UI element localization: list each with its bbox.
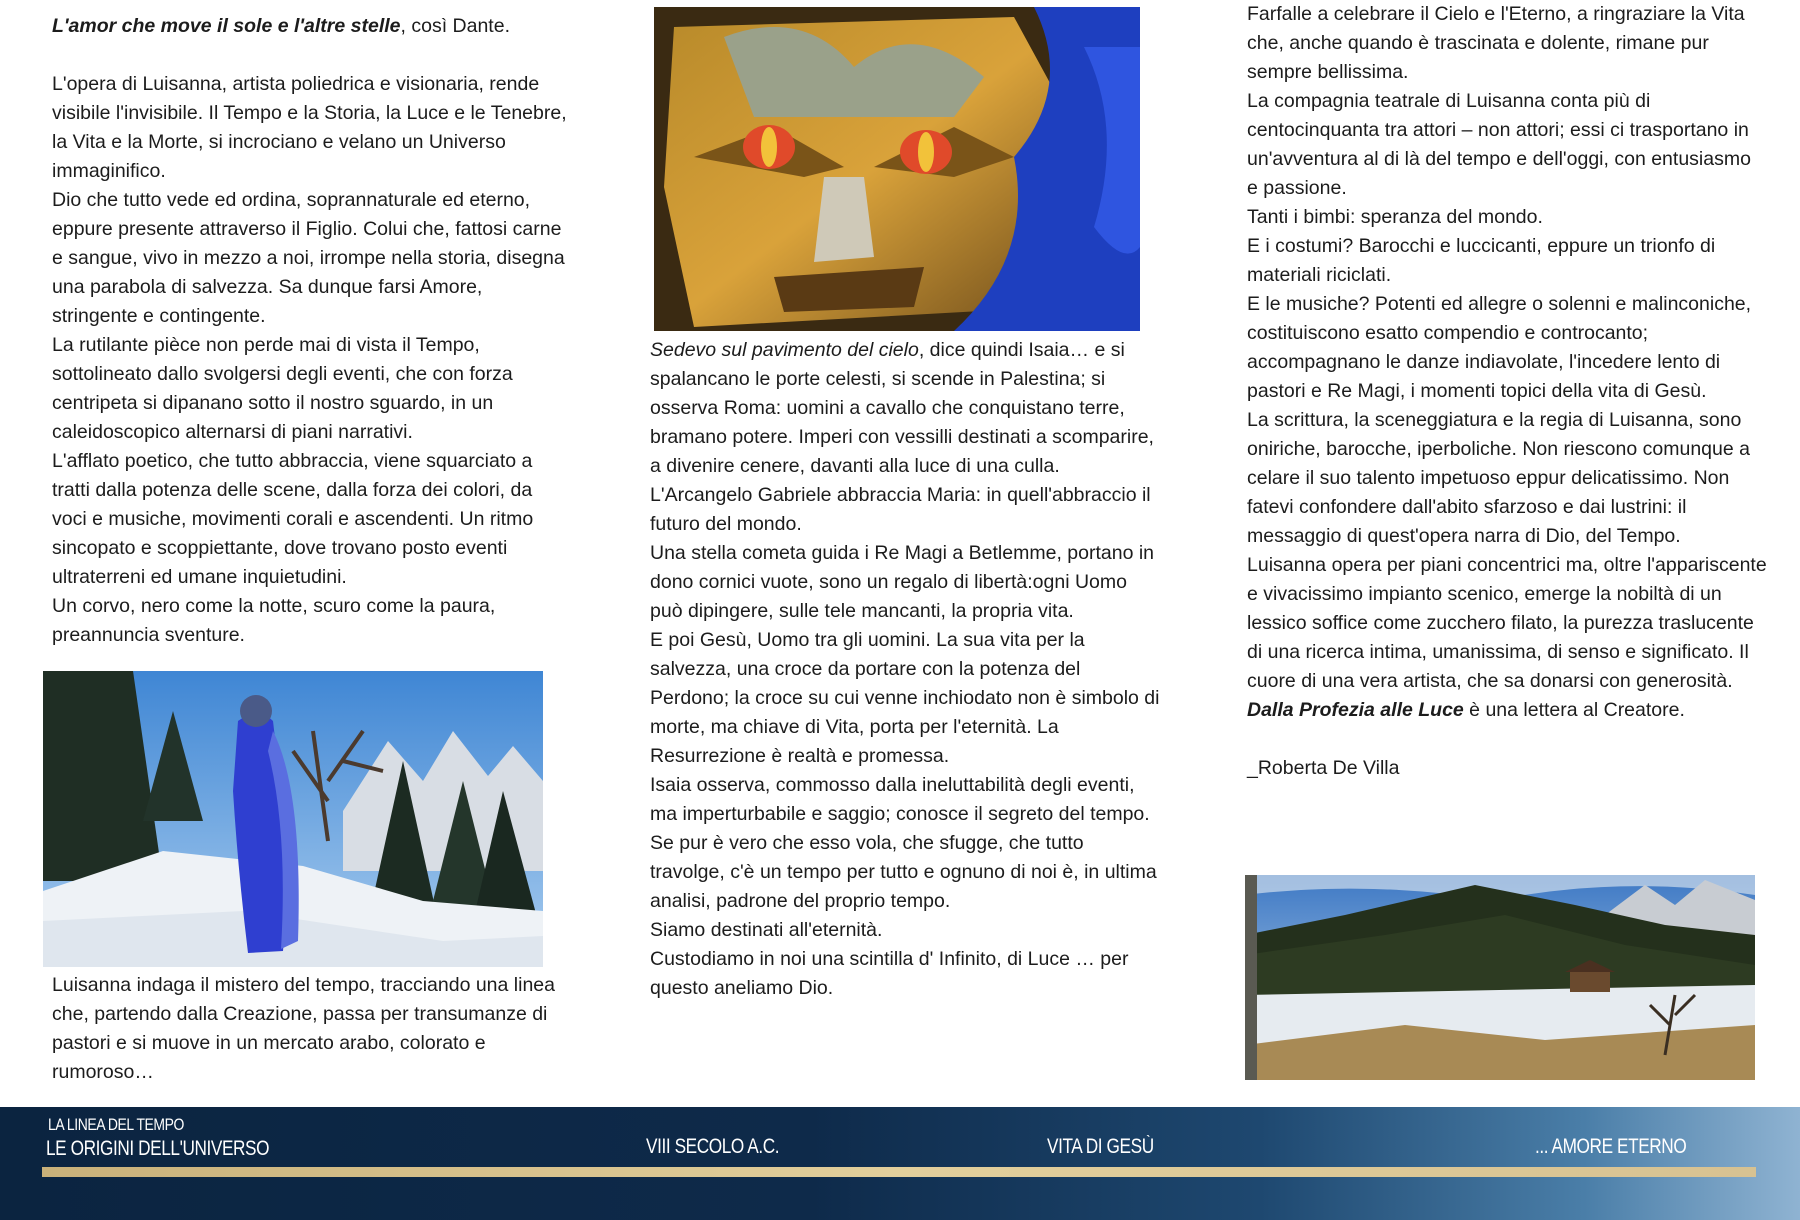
timeline-item-origins: LE ORIGINI DELL'UNIVERSO [46, 1137, 270, 1160]
paragraph: Tanti i bimbi: speranza del mondo. [1247, 206, 1543, 228]
dante-quote: L'amor che move il sole e l'altre stelle, così Dante. [52, 15, 510, 37]
paragraph: E le musiche? Potenti ed allegre o solenni e malinconiche, costituiscono esatto compendio e controcanto; accompagnano le danze indiavolate, l'incedere lento di pastori e Re Magi, i momenti topici della vita di Gesù. [1247, 293, 1752, 402]
paragraph: Un corvo, nero come la notte, scuro come la paura, preannuncia sventure. [52, 595, 496, 646]
timeline-item-life-of-jesus: VITA DI GESÙ [1047, 1135, 1154, 1158]
timeline-bar [42, 1167, 1756, 1177]
author-signature: _Roberta De Villa [1247, 757, 1400, 779]
isaia-paragraph: Sedevo sul pavimento del cielo, dice quindi Isaia… e si spalancano le porte celesti, si scende in Palestina; si osserva Roma: uomini a cavallo che conquistano terre, bramano potere. Imperi con vessilli destinati a scomparire, a divenire cenere, davanti alla luce di una culla. [650, 339, 1154, 477]
closing-paragraph: Dalla Profezia alle Luce è una lettera al Creatore. [1247, 699, 1685, 721]
paragraph: E i costumi? Barocchi e luccicanti, eppure un trionfo di materiali riciclati. [1247, 235, 1716, 286]
timeline-header: LA LINEA DEL TEMPO [48, 1115, 184, 1134]
paragraph: L'opera di Luisanna, artista poliedrica e visionaria, rende visibile l'invisibile. Il Tempo e la Storia, la Luce e le Tenebre, la Vita e la Morte, si incrociano e velano un Universo immaginifico. [52, 73, 567, 182]
timeline-item-eternal-love: ... AMORE ETERNO [1535, 1135, 1687, 1158]
timeline-footer [0, 1107, 1800, 1220]
article-column-1-continued [52, 971, 572, 1087]
paragraph: La scrittura, la sceneggiatura e la regia di Luisanna, sono oniriche, barocche, iperboliche. Non riescono comunque a celare il suo talento impetuoso eppur delicatissimo. Non fatevi confondere dall'abito sfarzoso e dai lustrini: il messaggio di quest'opera narra di Dio, del Tempo. [1247, 409, 1750, 547]
photo-golden-mask [654, 7, 1140, 331]
photo-blue-costume-snow [43, 671, 543, 967]
paragraph: Farfalle a celebrare il Cielo e l'Eterno, a ringraziare la Vita che, anche quando è trascinata e dolente, rimane pur sempre bellissima. [1247, 3, 1745, 83]
paragraph: L'afflato poetico, che tutto abbraccia, viene squarciato a tratti dalla potenza delle scene, dalla forza dei colori, da voci e musiche, movimenti corali e ascendenti. Un ritmo sincopato e scoppiettante, dove trovano posto eventi ultraterreni ed umane inquietudini. [52, 450, 534, 588]
paragraph: Una stella cometa guida i Re Magi a Betlemme, portano in dono cornici vuote, sono un regalo di libertà:ogni Uomo può dipingere, sulle tele mancanti, la propria vita. [650, 542, 1155, 622]
article-column-3 [1247, 0, 1767, 783]
paragraph: Custodiamo in noi una scintilla d' Infinito, di Luce … per questo aneliamo Dio. [650, 948, 1129, 999]
article-column-1 [52, 0, 572, 650]
paragraph: Siamo destinati all'eternità. [650, 919, 883, 941]
paragraph: L'Arcangelo Gabriele abbraccia Maria: in quell'abbraccio il futuro del mondo. [650, 484, 1151, 535]
paragraph: Dio che tutto vede ed ordina, soprannaturale ed eterno, eppure presente attraverso il Figlio. Colui che, fattosi carne e sangue, vivo in mezzo a noi, irrompe nella storia, disegna una parabola di salvezza. Sa dunque farsi Amore, stringente e contingente. [52, 189, 565, 327]
paragraph: La rutilante pièce non perde mai di vista il Tempo, sottolineato dallo svolgersi degli eventi, che con forza centripeta si dipanano sotto il nostro sguardo, in un caleidoscopico alternarsi di piani narrativi. [52, 334, 513, 443]
timeline-item-viii-century: VIII SECOLO A.C. [646, 1135, 780, 1158]
paragraph: La compagnia teatrale di Luisanna conta più di centocinquanta tra attori – non attori; essi ci trasportano in un'avventura al di là del tempo e dell'oggi, con entusiasmo e passione. [1247, 90, 1751, 199]
paragraph: Isaia osserva, commosso dalla ineluttabilità degli eventi, ma imperturbabile e saggio; conosce il segreto del tempo. Se pur è vero che esso vola, che sfugge, che tutto travolge, c'è un tempo per tutto e ognuno di noi è, in ultima analisi, padrone del proprio tempo. [650, 774, 1157, 912]
paragraph: Luisanna indaga il mistero del tempo, tracciando una linea che, partendo dalla Creazione, passa per transumanze di pastori e si muove in un mercato arabo, colorato e rumoroso… [52, 974, 555, 1083]
paragraph: E poi Gesù, Uomo tra gli uomini. La sua vita per la salvezza, una croce da portare con la potenza del Perdono; la croce su cui venne inchiodato non è simbolo di morte, ma chiave di Vita, porta per l'eternità. La Resurrezione è realtà e promessa. [650, 629, 1160, 767]
article-column-2 [650, 336, 1160, 1003]
photo-mountain-valley-panorama [1245, 875, 1755, 1080]
paragraph: Luisanna opera per piani concentrici ma, oltre l'appariscente e vivacissimo impianto scenico, emerge la nobiltà di un lessico soffice come zucchero filato, la purezza traslucente di una ricerca intima, umanissima, di senso e significato. Il cuore di una vera artista, che sa donarsi con generosità. [1247, 554, 1767, 692]
